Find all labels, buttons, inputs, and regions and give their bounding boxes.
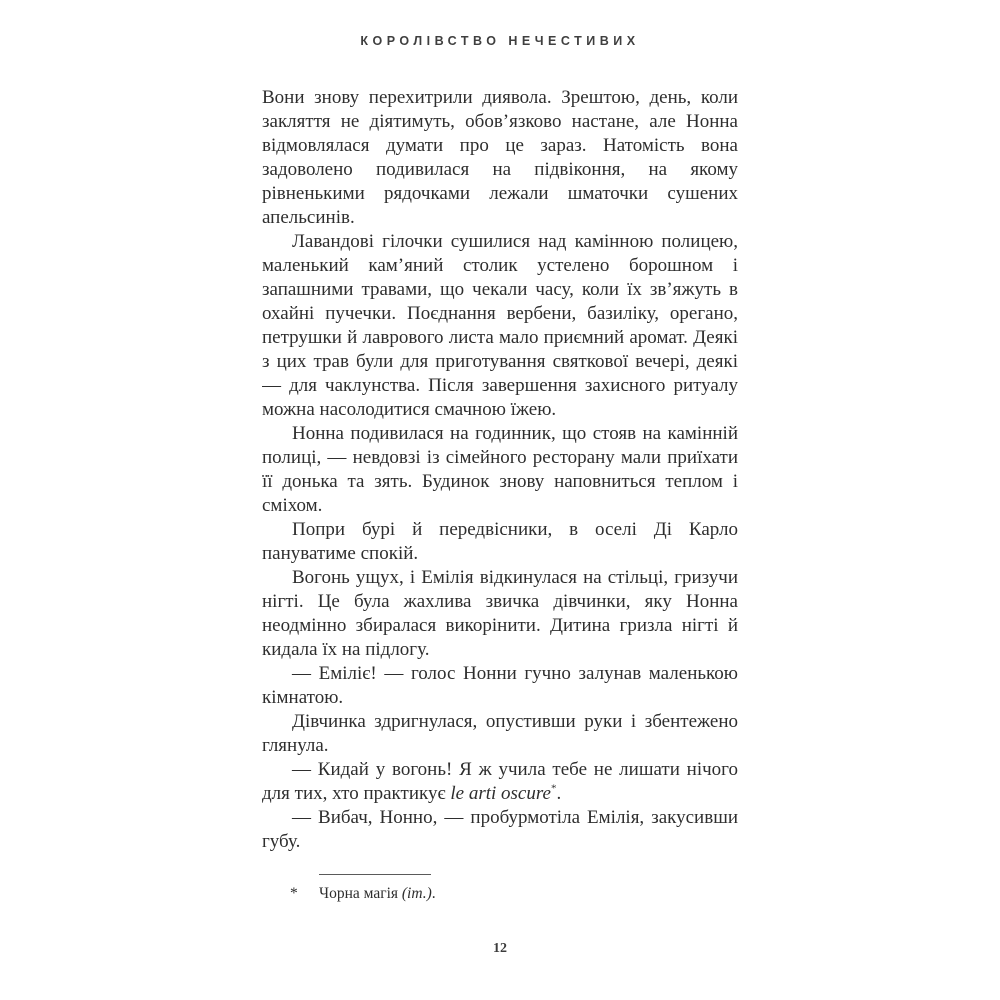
running-header: КОРОЛІВСТВО НЕЧЕСТИВИХ bbox=[360, 34, 640, 48]
footnote-marker-asterisk: * bbox=[290, 885, 298, 902]
footnote-body: Чорна магія bbox=[319, 885, 402, 902]
paragraph: Вогонь ущух, і Емілія відкинулася на стільці, гризучи нігті. Це була жахлива звичка дівчинки, яку Нонна неодмінно збиралася викорінити. Дитина гризла нігті й кидала їх на підлогу. bbox=[262, 567, 738, 660]
paragraph: Вони знову перехитрили диявола. Зрештою, день, коли закляття не діятимуть, обов’язково настане, але Нонна відмовлялася думати про це зараз. Натомість вона задоволено подивилася на підвіконня, на якому рівненькими рядочками лежали шматочки сушених апельсинів. bbox=[262, 87, 738, 228]
dialogue-text-end: . bbox=[556, 783, 562, 804]
paragraph: Нонна подивилася на годинник, що стояв на камінній полиці, — невдовзі із сімейного ресторану мали приїхати її донька та зять. Будинок знову наповниться теплом і сміхом. bbox=[262, 423, 738, 516]
paragraph: Лавандові гілочки сушилися над камінною полицею, маленький кам’яний столик устелено борошном і запашними травами, що чекали часу, коли їх зв’яжуть в охайні пучечки. Поєднання вербени, базиліку, орегано, петрушки й лаврового листа мало приємний аромат. Деякі з цих трав були для приготування святкової вечері, деякі — для чаклунства. Після завершення захисного ритуалу можна насолодитися смачною їжею. bbox=[262, 231, 738, 420]
paragraph-dialogue bbox=[262, 758, 738, 806]
foreign-phrase: le arti oscure bbox=[450, 783, 551, 804]
page-number: 12 bbox=[493, 941, 507, 956]
footnote-language-note: (іт.) bbox=[401, 885, 432, 902]
paragraph-dialogue: — Вибач, Нонно, — пробурмотіла Емілія, закусивши губу. bbox=[262, 807, 738, 852]
footnote-reference-asterisk: * bbox=[550, 782, 557, 795]
paragraph-dialogue: — Еміліє! — голос Нонни гучно залунав маленькою кімнатою. bbox=[262, 663, 738, 708]
footnote bbox=[262, 874, 738, 904]
footnote-rule bbox=[319, 874, 431, 875]
paragraph: Попри бурі й передвісники, в оселі Ді Карло пануватиме спокій. bbox=[262, 519, 738, 564]
footnote-period: . bbox=[431, 885, 436, 902]
footnote-text bbox=[262, 884, 738, 904]
paragraph: Дівчинка здригнулася, опустивши руки і збентежено глянула. bbox=[262, 711, 738, 756]
body-text bbox=[262, 86, 738, 862]
dialogue-text: — Кидай у вогонь! Я ж учила тебе не лишати нічого для тих, хто практикує bbox=[262, 759, 738, 804]
